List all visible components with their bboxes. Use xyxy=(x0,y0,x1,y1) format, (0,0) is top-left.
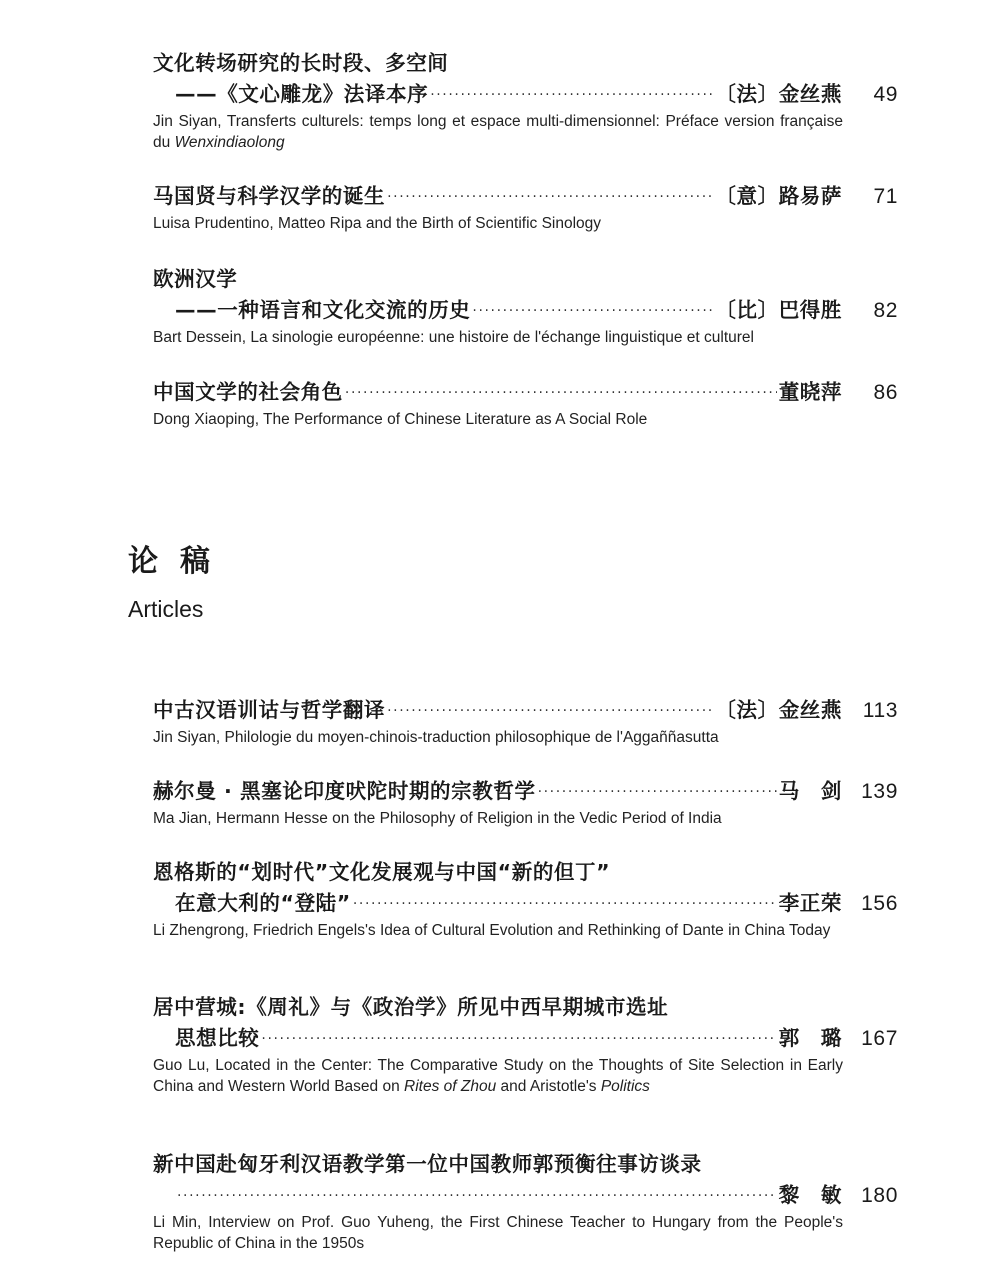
toc-entry xyxy=(153,1149,898,1254)
entry-english-title: Li Zhengrong, Friedrich Engels's Idea of Cultural Evolution and Rethinking of Dante in China Today xyxy=(153,922,831,939)
leader-dots xyxy=(261,1024,776,1055)
entry-author: 马 剑 xyxy=(778,779,842,803)
entry-english-title: Bart Dessein, La sinologie européenne: une histoire de l'échange linguistique et culturel xyxy=(153,329,754,346)
entry-author: 李正荣 xyxy=(778,891,842,915)
leader-dots xyxy=(353,889,777,920)
entry-english-title: Jin Siyan, Philologie du moyen-chinois-traduction philosophique de l'Aggaññasutta xyxy=(153,729,719,746)
entry-page-number: 82 xyxy=(873,299,898,322)
entry-title: 恩格斯的“划时代”文化发展观与中国“新的但丁” xyxy=(153,860,611,884)
toc-entry xyxy=(153,776,898,829)
toc-entry xyxy=(153,992,898,1097)
entry-title: 马国贤与科学汉学的诞生 xyxy=(153,184,386,208)
section-heading-en: Articles xyxy=(128,596,204,622)
leader-dots xyxy=(430,80,713,111)
entry-english-title: Li Min, Interview on Prof. Guo Yuheng, the First Chinese Teacher to Hungary from the People's Republic of China in the 1950s xyxy=(153,1214,843,1252)
entry-title: 文化转场研究的长时段、多空间 xyxy=(153,51,449,75)
entry-english-title: Jin Siyan, Transferts culturels: temps long et espace multi-dimensionnel: Préface version française du Wenxindiaolong xyxy=(153,113,843,151)
entry-title-line xyxy=(153,1149,898,1180)
leader-dots xyxy=(177,1181,777,1212)
entry-subtitle: ——《文心雕龙》法译本序 xyxy=(175,82,429,106)
entry-title-line-2 xyxy=(153,1023,898,1054)
entry-page-number: 113 xyxy=(862,699,898,722)
toc-entry xyxy=(153,264,898,348)
entry-title: 居中营城:《周礼》与《政治学》所见中西早期城市选址 xyxy=(153,995,669,1019)
entry-page-number: 167 xyxy=(861,1027,898,1050)
entry-subtitle-line xyxy=(153,295,898,326)
entry-author: 黎 敏 xyxy=(778,1183,842,1207)
entry-title-line xyxy=(153,992,898,1023)
entry-author: 〔意〕路易萨 xyxy=(715,184,842,208)
entry-title-line xyxy=(153,857,898,888)
entry-subtitle: ——一种语言和文化交流的历史 xyxy=(175,298,471,322)
entry-title-line-2 xyxy=(153,888,898,919)
toc-entry xyxy=(153,48,898,153)
entry-title-cont: 在意大利的“登陆” xyxy=(175,891,351,915)
entry-title-line xyxy=(153,264,898,295)
entry-english-title: Dong Xiaoping, The Performance of Chinese Literature as A Social Role xyxy=(153,411,648,428)
entry-english-title: Ma Jian, Hermann Hesse on the Philosophy of Religion in the Vedic Period of India xyxy=(153,810,722,827)
entry-author: 〔法〕金丝燕 xyxy=(715,82,842,106)
entry-page-number: 86 xyxy=(873,381,898,404)
leader-dots xyxy=(472,296,713,327)
entry-english-title: Luisa Prudentino, Matteo Ripa and the Birth of Scientific Sinology xyxy=(153,215,602,232)
entry-title-line xyxy=(153,377,898,408)
entry-title: 赫尔曼 · 黑塞论印度吠陀时期的宗教哲学 xyxy=(153,779,536,803)
entry-title: 新中国赴匈牙利汉语教学第一位中国教师郭预衡往事访谈录 xyxy=(153,1152,702,1176)
entry-title: 欧洲汉学 xyxy=(153,267,238,291)
entry-english-title: Guo Lu, Located in the Center: The Comparative Study on the Thoughts of Site Selection in Early China and Western World Based on Rites of Zhou and Aristotle's Politics xyxy=(153,1057,843,1095)
entry-author: 郭 璐 xyxy=(778,1026,842,1050)
toc-entry xyxy=(153,181,898,234)
entry-title-line-2 xyxy=(153,1180,898,1211)
entry-title-line xyxy=(153,181,898,212)
leader-dots xyxy=(387,182,713,213)
entry-author: 〔法〕金丝燕 xyxy=(715,698,842,722)
entry-author: 〔比〕巴得胜 xyxy=(715,298,842,322)
toc-entry xyxy=(153,857,898,941)
section-heading-cn: 论稿 xyxy=(128,544,232,579)
entry-title-cont: 思想比较 xyxy=(175,1026,260,1050)
entry-title-line xyxy=(153,776,898,807)
entry-page-number: 49 xyxy=(873,83,898,106)
entry-page-number: 180 xyxy=(861,1184,898,1207)
entry-title: 中国文学的社会角色 xyxy=(153,380,343,404)
entry-title: 中古汉语训诂与哲学翻译 xyxy=(153,698,386,722)
entry-title-line xyxy=(153,48,898,79)
toc-entry xyxy=(153,695,898,748)
entry-author: 董晓萍 xyxy=(778,380,842,404)
entry-title-line xyxy=(153,695,898,726)
entry-subtitle-line xyxy=(153,79,898,110)
leader-dots xyxy=(387,696,713,727)
entry-page-number: 139 xyxy=(861,780,898,803)
leader-dots xyxy=(345,378,777,409)
entry-page-number: 71 xyxy=(873,185,898,208)
entry-page-number: 156 xyxy=(861,892,898,915)
leader-dots xyxy=(538,777,777,808)
toc-entry xyxy=(153,377,898,430)
